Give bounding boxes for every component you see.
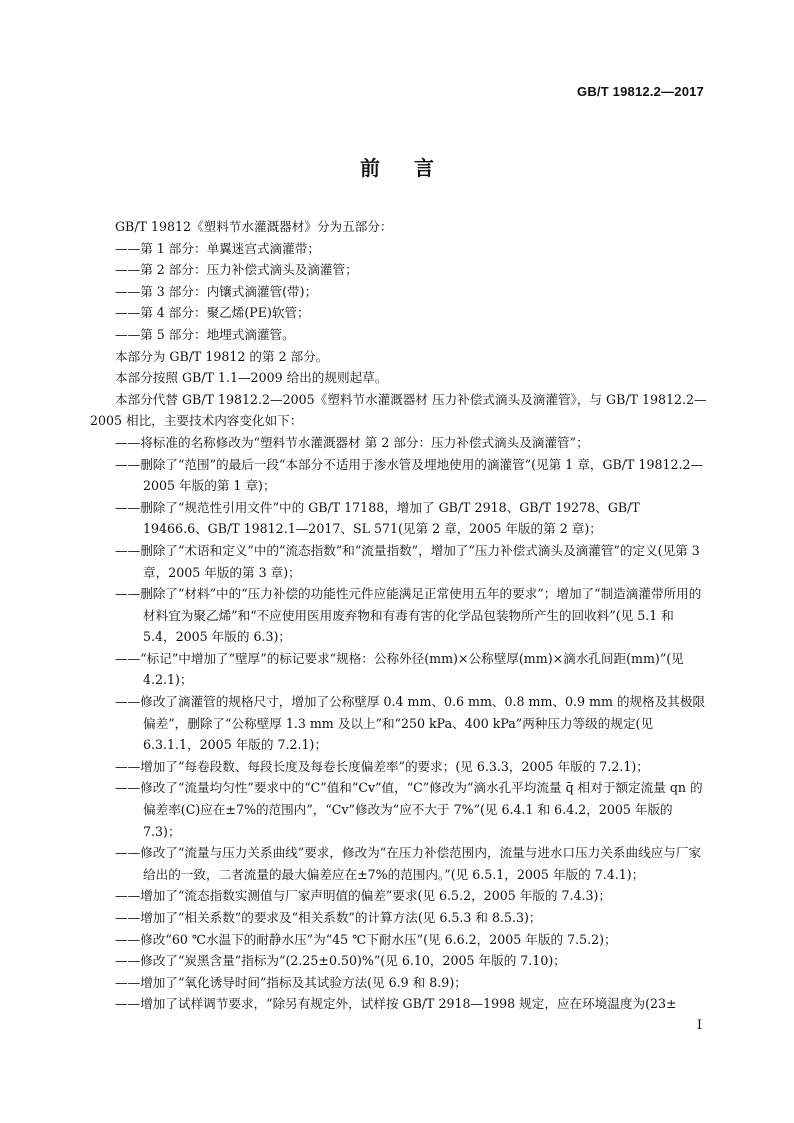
- change-item: ——将标准的名称修改为“塑料节水灌溉器材 第 2 部分：压力补偿式滴头及滴灌管”；: [115, 434, 589, 450]
- change-item: ——删除了“材料”中的“压力补偿的功能性元件应能满足正常使用五年的要求”；增加了“制造滴灌带所用的材料宜为聚乙烯”和“不应使用医用废弃物和有毒有害的化学品包装物所产生的回收料”(见 5.1 和 5.4，2005 年版的 6.3)；: [115, 586, 702, 645]
- part-item: ——第 3 部分：内镶式滴灌管(带)；: [115, 283, 318, 299]
- change-item: ——增加了“每卷段数、每段长度及每卷长度偏差率”的要求；(见 6.3.3，2005 年版的 7.2.1)；: [115, 758, 649, 774]
- change-item: ——删除了“规范性引用文件”中的 GB/T 17188，增加了 GB/T 2918、GB/T 19278、GB/T 19466.6、GB/T 19812.1—2017、SL 571(见第 2 章，2005 年版的第 2 章)；: [115, 499, 640, 537]
- change-item: ——增加了试样调节要求，“除另有规定外，试样按 GB/T 2918—1998 规定，应在环境温度为(23±: [115, 996, 677, 1012]
- change-item: ——删除了“术语和定义”中的“流态指数”和“流量指数”，增加了“压力补偿式滴头及滴灌管”的定义(见第 3 章，2005 年版的第 3 章)；: [115, 542, 700, 580]
- change-item: ——增加了“相关系数”的要求及“相关系数”的计算方法(见 6.5.3 和 8.5.3)；: [115, 910, 542, 925]
- change-item: ——修改了“流量均匀性”要求中的“C”值和“Cv”值，“C”修改为“滴水孔平均流量 q̄ 相对于额定流量 qn 的偏差率(C)应在±7%的范围内”，“Cv”修改为“应不大于 7%”(见 6.4.1 和 6.4.2，2005 年版的 7.3)；: [115, 780, 703, 839]
- page-title: 前言: [360, 156, 468, 180]
- part-item: ——第 1 部分：单翼迷宫式滴灌带；: [115, 240, 320, 256]
- change-item: ——修改了“流量与压力关系曲线”要求，修改为“在压力补偿范围内，流量与进水口压力关系曲线应与厂家给出的一致，二者流量的最大偏差应在±7%的范围内。”(见 6.5.1，2005 年版的 7.4.1)；: [115, 845, 702, 882]
- change-item: ——修改了滴灌管的规格尺寸，增加了公称壁厚 0.4 mm、0.6 mm、0.8 mm、0.9 mm 的规格及其极限偏差”，删除了“公称壁厚 1.3 mm 及以上”和“250 kPa、400 kPa”两种压力等级的规定(见 6.3.1.1，2005 年版的 7.2.1)；: [115, 694, 706, 753]
- change-item: ——“标记”中增加了“壁厚”的标记要求“规格：公称外径(mm)×公称壁厚(mm)×滴水孔间距(mm)”(见 4.2.1)；: [115, 650, 684, 688]
- page-number: I: [696, 1018, 702, 1033]
- change-item: ——删除了“范围”的最后一段“本部分不适用于渗水管及埋地使用的滴灌管”(见第 1 章，GB/T 19812.2—2005 年版的第 1 章)；: [115, 456, 704, 494]
- replaces-paragraph-line: 2005 相比，主要技术内容变化如下：: [90, 413, 303, 429]
- change-item: ——修改“60 ℃水温下的耐静水压”为“45 ℃下耐水压”(见 6.6.2，2005 年版的 7.5.2)；: [115, 931, 617, 947]
- change-item: ——增加了“氧化诱导时间”指标及其试验方法(见 6.9 和 8.9)；: [115, 974, 467, 990]
- part-item: ——第 5 部分：地埋式滴灌管。: [115, 326, 295, 342]
- part-item: ——第 2 部分：压力补偿式滴头及滴灌管；: [115, 262, 358, 278]
- statement-paragraph: 本部分为 GB/T 19812 的第 2 部分。: [115, 348, 329, 364]
- intro-paragraph: GB/T 19812《塑料节水灌溉器材》分为五部分：: [115, 219, 393, 234]
- part-item: ——第 4 部分：聚乙烯(PE)软管；: [115, 305, 310, 321]
- statement-paragraph: 本部分按照 GB/T 1.1—2009 给出的规则起草。: [115, 370, 388, 386]
- standard-code: GB/T 19812.2—2017: [577, 84, 704, 99]
- change-item: ——修改了“炭黑含量”指标为“(2.25±0.50)%”(见 6.10，2005 年版的 7.10)；: [115, 953, 566, 969]
- replaces-paragraph-line: 本部分代替 GB/T 19812.2—2005《塑料节水灌溉器材 压力补偿式滴头及滴灌管》，与 GB/T 19812.2—: [115, 391, 707, 407]
- change-item: ——增加了“流态指数实测值与厂家声明值的偏差”要求(见 6.5.2，2005 年版的 7.4.3)；: [115, 888, 612, 904]
- foreword-body: [90, 216, 707, 1015]
